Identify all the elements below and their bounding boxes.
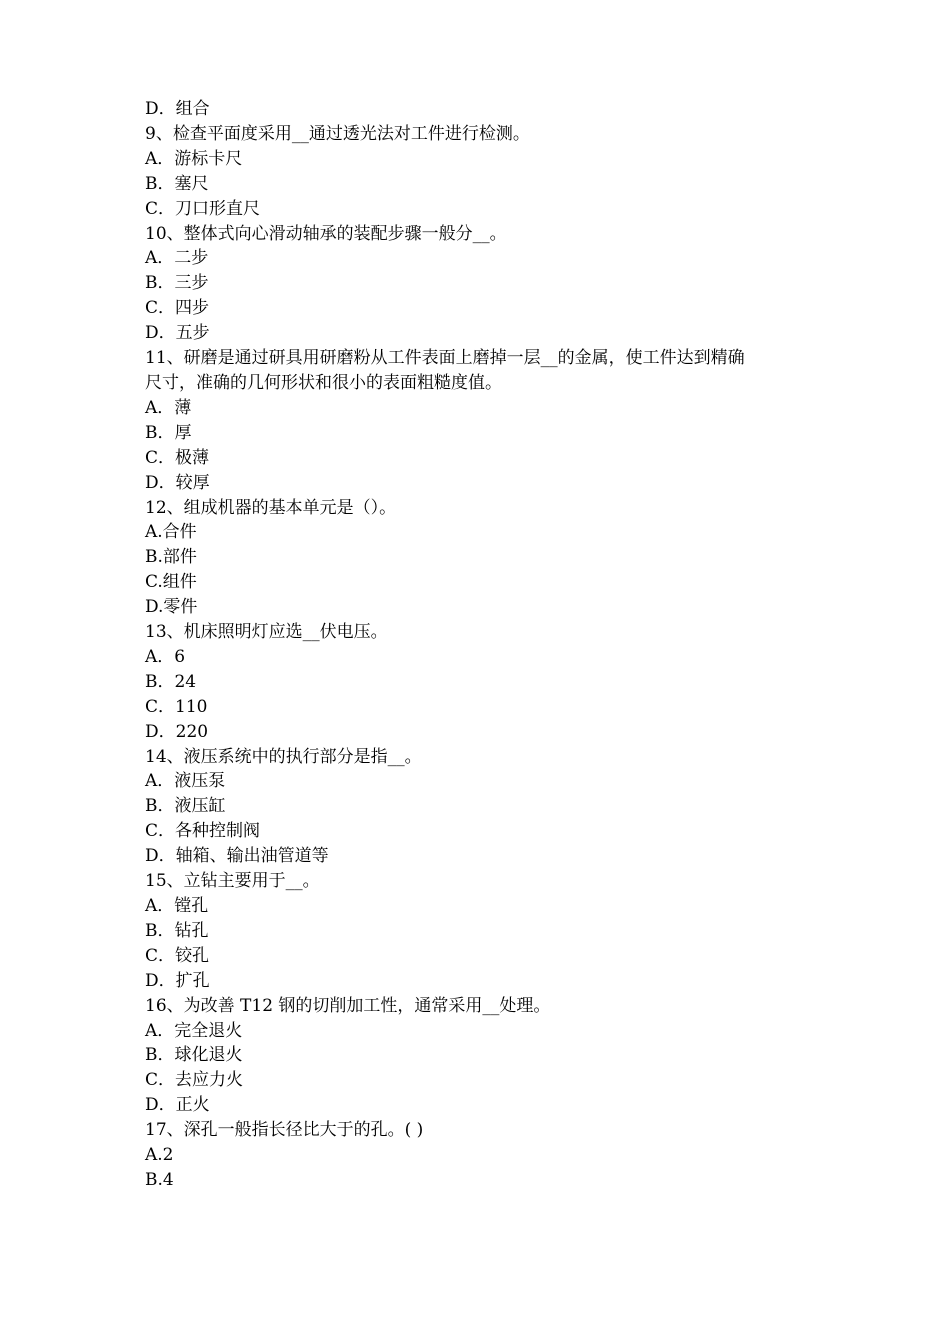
question-line: 10、整体式向心滑动轴承的装配步骤一般分__。 <box>145 223 507 244</box>
question-line: 15、立钻主要用于__。 <box>145 871 320 892</box>
option-line: A．完全退火 <box>145 1020 243 1041</box>
option-line: A．游标卡尺 <box>145 148 243 169</box>
option-line: C.组件 <box>145 572 197 593</box>
option-line: B.4 <box>145 1169 174 1190</box>
option-line: B．塞尺 <box>145 173 209 194</box>
option-line: C．110 <box>145 696 208 717</box>
option-line: D．五步 <box>145 323 210 344</box>
question-line: 9、检查平面度采用__通过透光法对工件进行检测。 <box>145 123 530 144</box>
option-line: B．厚 <box>145 422 192 443</box>
option-line: D．组合 <box>145 99 210 119</box>
question-line: 12、组成机器的基本单元是（）。 <box>145 497 397 518</box>
option-line: A．二步 <box>145 248 209 269</box>
option-line: C．去应力火 <box>145 1070 244 1091</box>
option-line: B．球化退火 <box>145 1045 243 1066</box>
option-line: B．液压缸 <box>145 796 226 817</box>
option-line: B．三步 <box>145 273 209 294</box>
option-line: D．轴箱、输出油管道等 <box>145 846 329 867</box>
question-list <box>145 97 815 1193</box>
option-line: D.零件 <box>145 597 198 618</box>
option-line: D．较厚 <box>145 472 210 493</box>
option-line: B．24 <box>145 671 197 692</box>
question-line: 17、深孔一般指长径比大于的孔。( ) <box>145 1120 424 1141</box>
option-line: D．正火 <box>145 1095 210 1116</box>
option-line: A．液压泵 <box>145 771 226 792</box>
option-line: D．220 <box>145 721 209 742</box>
option-line: C．极薄 <box>145 447 210 468</box>
question-line: 16、为改善 T12 钢的切削加工性，通常采用__处理。 <box>145 995 551 1016</box>
question-line-continued: 尺寸，准确的几何形状和很小的表面粗糙度值。 <box>145 372 502 393</box>
option-line: A．6 <box>145 646 186 667</box>
option-line: C．四步 <box>145 298 210 319</box>
option-line: A.合件 <box>145 522 197 543</box>
question-line: 14、液压系统中的执行部分是指__。 <box>145 746 422 767</box>
option-line: C．铰孔 <box>145 945 210 966</box>
option-line: A.2 <box>145 1145 174 1166</box>
option-line: C．各种控制阀 <box>145 821 261 842</box>
option-line: A．薄 <box>145 397 192 418</box>
option-line: B.部件 <box>145 547 197 568</box>
option-line: B．钻孔 <box>145 920 209 941</box>
question-line: 13、机床照明灯应选__伏电压。 <box>145 622 388 643</box>
option-line: A．镗孔 <box>145 896 209 916</box>
option-line: C．刀口形直尺 <box>145 198 261 219</box>
option-line: D．扩孔 <box>145 970 210 991</box>
question-line: 11、研磨是通过研具用研磨粉从工件表面上磨掉一层__的金属，使工件达到精确 <box>145 348 745 369</box>
